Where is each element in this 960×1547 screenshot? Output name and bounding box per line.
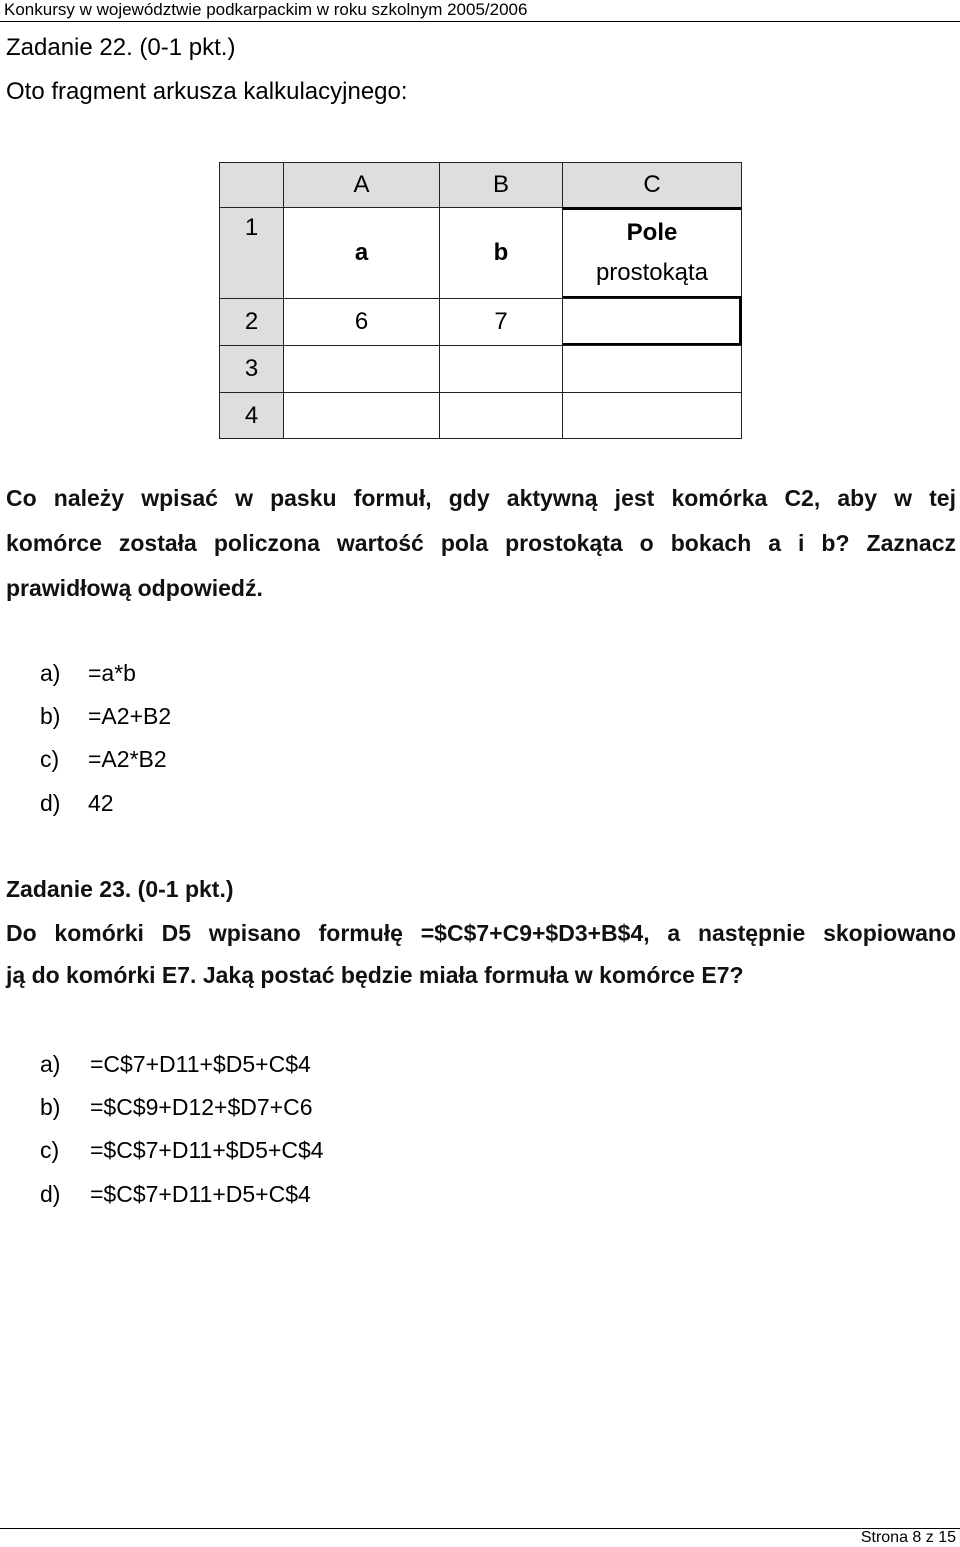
task22-option-b-text: =A2+B2 bbox=[88, 703, 172, 729]
task22-question-line-2: komórce została policzona wartość pola prostokąta o bokach a i b? Zaznacz bbox=[6, 530, 956, 556]
row-header-4: 4 bbox=[219, 392, 284, 439]
cell-c1-line2: prostokąta bbox=[595, 259, 709, 286]
cell-c3 bbox=[562, 345, 742, 393]
cell-a4 bbox=[283, 392, 440, 439]
col-header-b: B bbox=[439, 162, 563, 208]
task22-title: Zadanie 22. (0-1 pkt.) bbox=[6, 34, 236, 61]
task22-option-c-letter: c) bbox=[40, 746, 60, 772]
task23-question-line-1: Do komórki D5 wpisano formułę =$C$7+C9+$D3+B$4, a następnie skopiowano bbox=[6, 920, 956, 946]
task23-title: Zadanie 23. (0-1 pkt.) bbox=[6, 876, 234, 902]
cell-c4 bbox=[562, 392, 742, 439]
row-header-1: 1 bbox=[219, 207, 284, 299]
task22-option-c-text: =A2*B2 bbox=[88, 746, 167, 772]
col-header-a: A bbox=[283, 162, 440, 208]
cell-b3 bbox=[439, 345, 563, 393]
page-header bbox=[0, 0, 960, 22]
task23-option-d-text: =$C$7+D11+D5+C$4 bbox=[90, 1181, 311, 1207]
task22-option-d-letter: d) bbox=[40, 790, 61, 816]
cell-b1: b bbox=[439, 207, 563, 299]
task22-intro: Oto fragment arkusza kalkulacyjnego: bbox=[6, 78, 408, 105]
task23-option-a-letter: a) bbox=[40, 1051, 61, 1077]
cell-c1 bbox=[562, 207, 742, 299]
sheet-corner bbox=[219, 162, 284, 208]
cell-b2: 7 bbox=[439, 298, 563, 346]
task23-option-c-letter: c) bbox=[40, 1137, 60, 1163]
task22-option-b-letter: b) bbox=[40, 703, 61, 729]
footer-divider bbox=[0, 1528, 960, 1529]
task23-option-b-text: =$C$9+D12+$D7+C6 bbox=[90, 1094, 313, 1120]
row-header-3: 3 bbox=[219, 345, 284, 393]
cell-c1-line1: Pole bbox=[626, 219, 678, 246]
page-number: Strona 8 z 15 bbox=[860, 1529, 956, 1546]
cell-a1: a bbox=[283, 207, 440, 299]
header-text: Konkursy w województwie podkarpackim w roku szkolnym 2005/2006 bbox=[4, 0, 528, 19]
spreadsheet-fragment bbox=[219, 162, 742, 439]
task22-option-d-text: 42 bbox=[88, 790, 114, 816]
task22-option-a-text: =a*b bbox=[88, 660, 136, 686]
row-header-2: 2 bbox=[219, 298, 284, 346]
cell-a3 bbox=[283, 345, 440, 393]
task23-option-a-text: =C$7+D11+$D5+C$4 bbox=[90, 1051, 311, 1077]
cell-b4 bbox=[439, 392, 563, 439]
task23-question-line-2: ją do komórki E7. Jaką postać będzie miała formuła w komórce E7? bbox=[6, 962, 744, 988]
task22-option-a-letter: a) bbox=[40, 660, 61, 686]
col-header-c: C bbox=[562, 162, 742, 208]
cell-a2: 6 bbox=[283, 298, 440, 346]
cell-c2 bbox=[562, 298, 742, 346]
task23-option-d-letter: d) bbox=[40, 1181, 61, 1207]
task23-option-c-text: =$C$7+D11+$D5+C$4 bbox=[90, 1137, 324, 1163]
task22-question-line-1: Co należy wpisać w pasku formuł, gdy aktywną jest komórka C2, aby w tej bbox=[6, 485, 956, 511]
task23-option-b-letter: b) bbox=[40, 1094, 61, 1120]
task22-question-line-3: prawidłową odpowiedź. bbox=[6, 575, 263, 601]
